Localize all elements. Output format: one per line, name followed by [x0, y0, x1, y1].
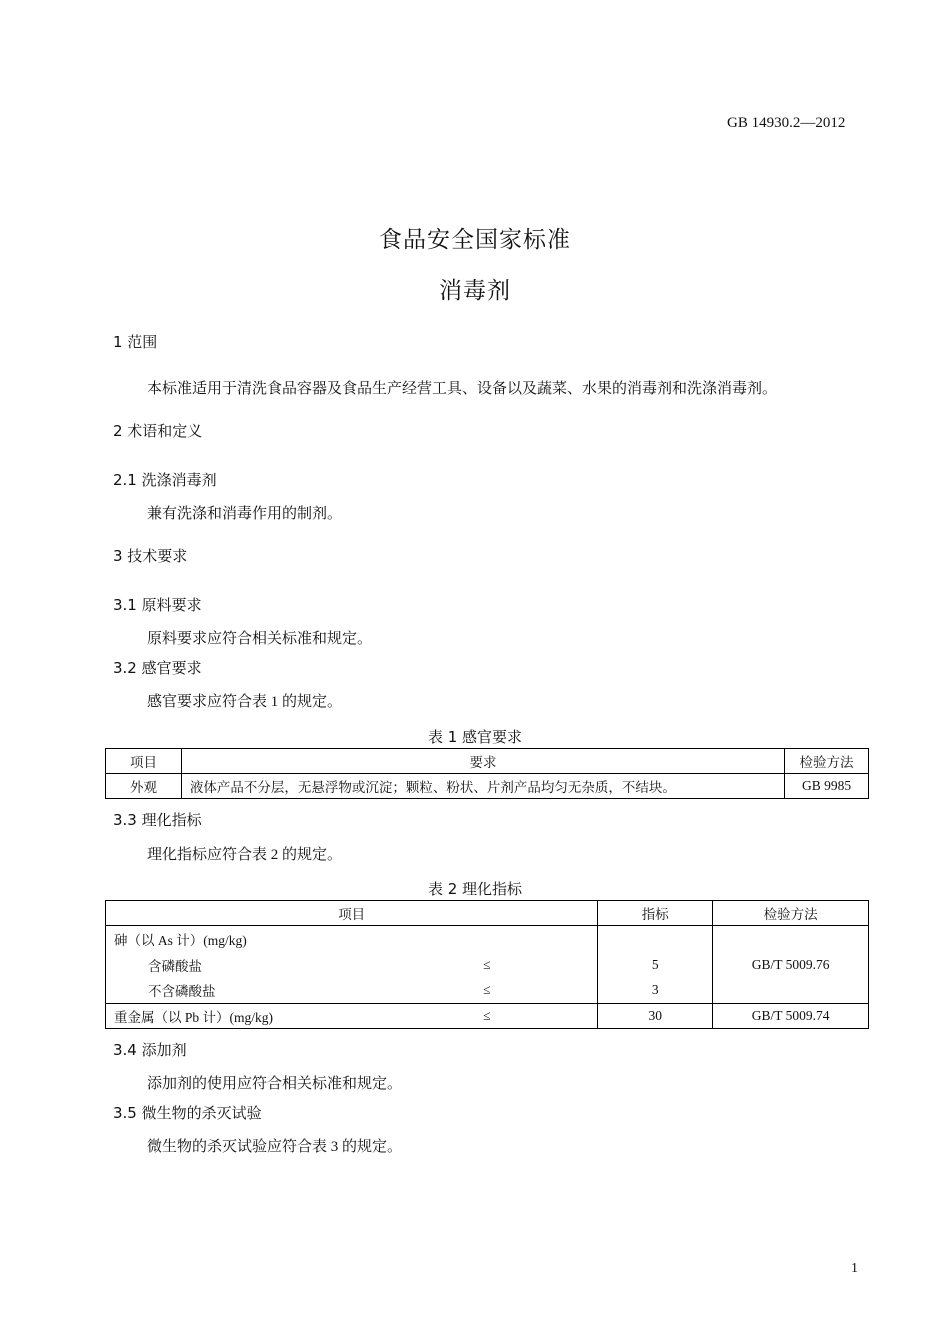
table-2-arsenic-label: 砷（以 As 计）(mg/kg) [106, 926, 598, 952]
table-2-header-item: 项目 [106, 901, 598, 926]
page-number: 1 [851, 1261, 858, 1276]
section-1-heading: 1 范围 [113, 333, 158, 351]
table-2-row-item: 含磷酸盐 [106, 952, 386, 978]
section-3-5-heading: 3.5 微生物的杀灭试验 [113, 1104, 262, 1122]
table-2-heavy-metal-item: 重金属（以 Pb 计）(mg/kg) [106, 1004, 386, 1029]
section-3-2-text: 感官要求应符合表 1 的规定。 [147, 694, 343, 710]
table-2-heavy-metal-value: 30 [598, 1004, 713, 1029]
section-3-5-text: 微生物的杀灭试验应符合表 3 的规定。 [147, 1139, 403, 1155]
table-2 [105, 900, 869, 1029]
table-1-cell-requirement: 液体产品不分层，无悬浮物或沉淀；颗粒、粉状、片剂产品均匀无杂质，不结块。 [181, 774, 784, 799]
section-3-3-heading: 3.3 理化指标 [113, 811, 202, 829]
table-2-header-method: 检验方法 [713, 901, 869, 926]
table-2-row-value: 5 [598, 952, 713, 978]
section-3-3-text: 理化指标应符合表 2 的规定。 [147, 847, 343, 863]
section-2-heading: 2 术语和定义 [113, 422, 203, 440]
table-1-header-method: 检验方法 [785, 749, 869, 774]
table-2-row-symbol: ≤ [385, 978, 598, 1004]
section-3-4-text: 添加剂的使用应符合相关标准和规定。 [147, 1076, 403, 1092]
table-2-empty-cell [598, 926, 713, 952]
table-2-caption: 表 2 理化指标 [427, 880, 523, 898]
page-subtitle: 消毒剂 [439, 278, 511, 304]
table-2-row-symbol: ≤ [385, 952, 598, 978]
section-3-2-heading: 3.2 感官要求 [113, 659, 202, 677]
table-1-cell-method: GB 9985 [785, 774, 869, 799]
section-3-1-heading: 3.1 原料要求 [113, 596, 202, 614]
table-1-caption: 表 1 感官要求 [427, 728, 523, 746]
table-2-heavy-metal-method: GB/T 5009.74 [713, 1004, 869, 1029]
table-1-header-requirement: 要求 [181, 749, 784, 774]
table-1 [105, 748, 869, 799]
table-1-header-item: 项目 [106, 749, 182, 774]
table-2-row-item: 不含磷酸盐 [106, 978, 386, 1004]
table-2-header-value: 指标 [598, 901, 713, 926]
section-2-1-heading: 2.1 洗涤消毒剂 [113, 471, 217, 489]
table-2-arsenic-method: GB/T 5009.76 [713, 926, 869, 1004]
section-1-text: 本标准适用于清洗食品容器及食品生产经营工具、设备以及蔬菜、水果的消毒剂和洗涤消毒剂。 [147, 381, 778, 397]
standard-code: GB 14930.2—2012 [727, 115, 846, 131]
section-3-4-heading: 3.4 添加剂 [113, 1041, 187, 1059]
table-2-heavy-metal-symbol: ≤ [385, 1004, 598, 1029]
table-2-row-value: 3 [598, 978, 713, 1004]
table-1-cell-item: 外观 [106, 774, 182, 799]
section-3-1-text: 原料要求应符合相关标准和规定。 [147, 631, 373, 647]
page-title: 食品安全国家标准 [379, 227, 571, 253]
section-3-heading: 3 技术要求 [113, 547, 188, 565]
section-2-1-text: 兼有洗涤和消毒作用的制剂。 [147, 506, 343, 522]
